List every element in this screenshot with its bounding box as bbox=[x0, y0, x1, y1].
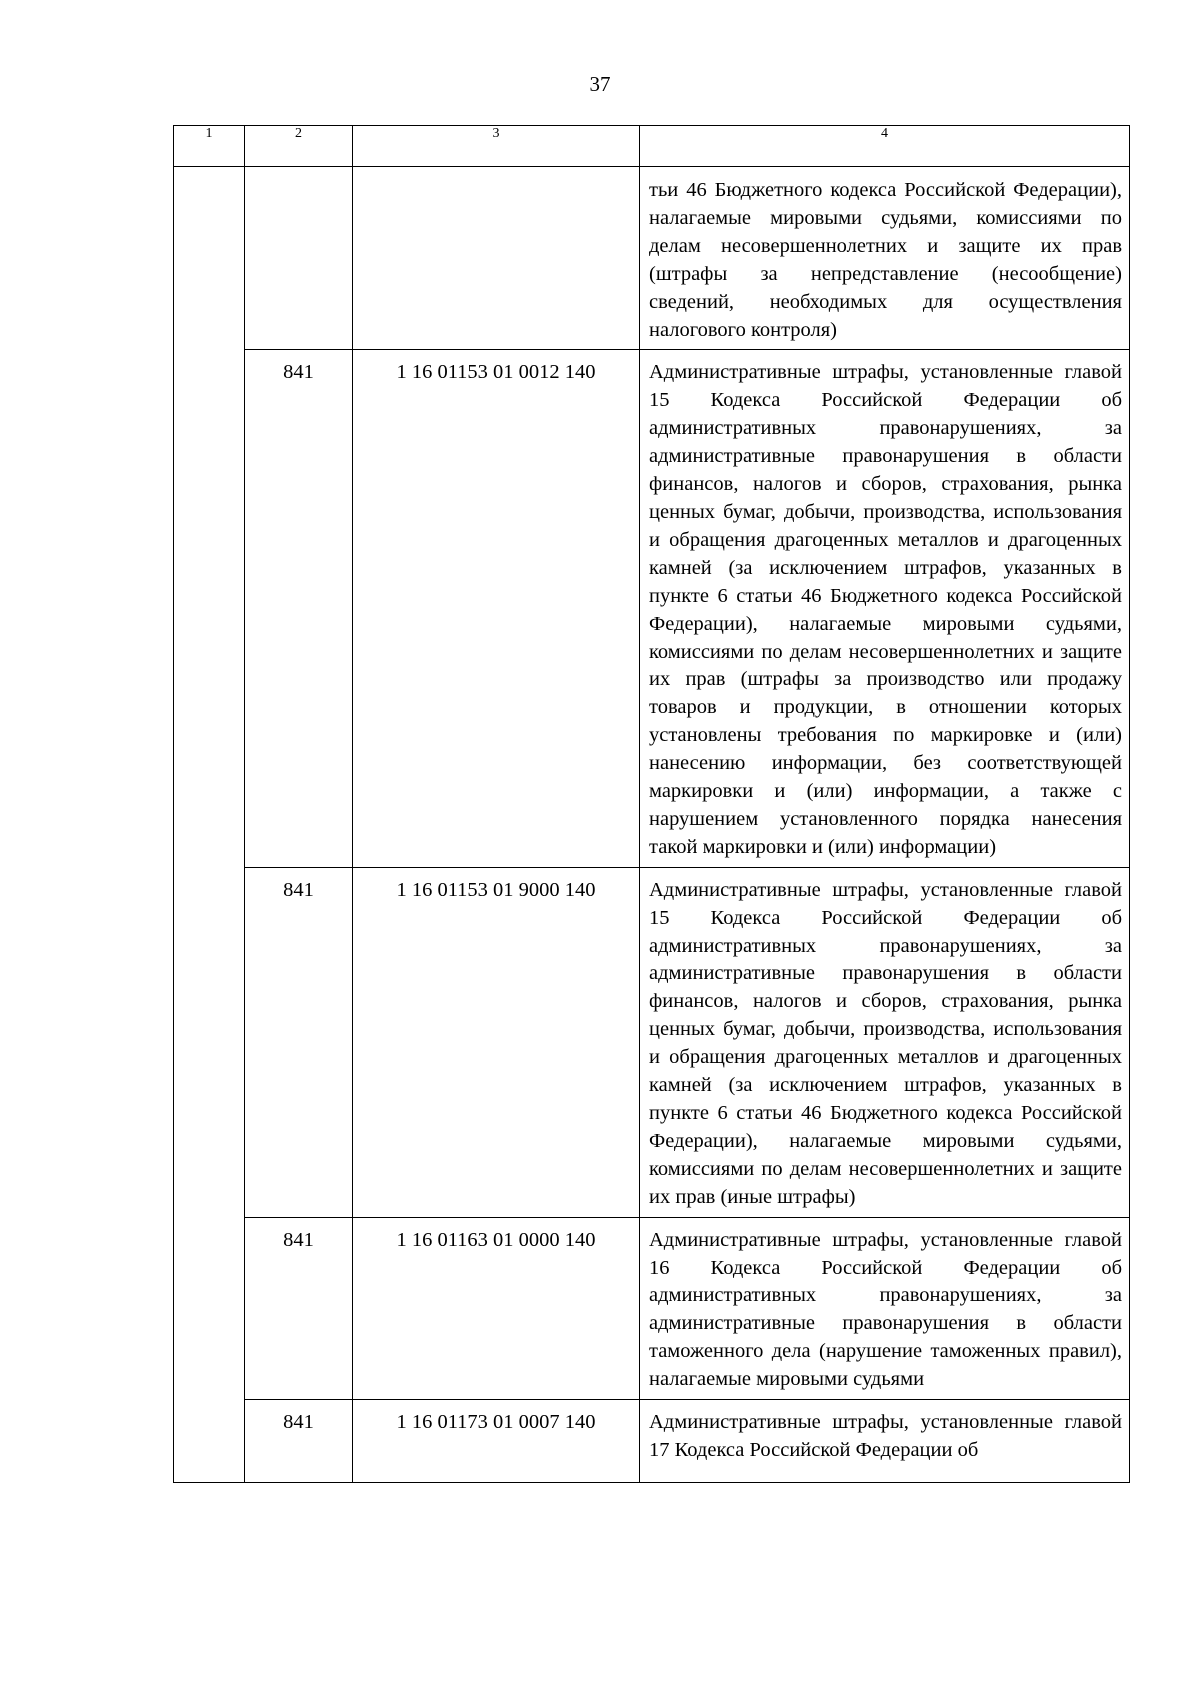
admin-code-cell: 841 bbox=[245, 1400, 353, 1483]
admin-code-cell bbox=[245, 167, 353, 350]
table-row bbox=[174, 1217, 1130, 1399]
revenue-code-cell: 1 16 01163 01 0000 140 bbox=[353, 1217, 640, 1399]
column-header-2: 2 bbox=[245, 126, 353, 167]
description-cell: Административные штрафы, установленные главой 15 Кодекса Российской Федерации об административных правонарушениях, за административные правонарушения в области финансов, налогов и сборов, страхования, рынка ценных бумаг, добычи, производства, использования и обращения драгоценных металлов и драгоценных камней (за исключением штрафов, указанных в пункте 6 статьи 46 Бюджетного кодекса Российской Федерации), налагаемые мировыми судьями, комиссиями по делам несовершеннолетних и защите их прав (штрафы за производство или продажу товаров и продукции, в отношении которых установлены требования по маркировке и (или) нанесению информации, без соответствующей маркировки и (или) информации, а также с нарушением установленного порядка нанесения такой маркировки и (или) информации) bbox=[640, 350, 1130, 867]
table-row bbox=[174, 867, 1130, 1217]
page-number: 37 bbox=[589, 72, 611, 96]
table-header-row bbox=[174, 126, 1130, 167]
table-row bbox=[174, 1400, 1130, 1483]
table-row bbox=[174, 350, 1130, 867]
table-row bbox=[174, 167, 1130, 350]
description-cell: Административные штрафы, установленные главой 16 Кодекса Российской Федерации об административных правонарушениях, за административные правонарушения в области таможенного дела (нарушение таможенных правил), налагаемые мировыми судьями bbox=[640, 1217, 1130, 1399]
column-header-3: 3 bbox=[353, 126, 640, 167]
revenue-code-cell: 1 16 01153 01 0012 140 bbox=[353, 350, 640, 867]
description-cell: тьи 46 Бюджетного кодекса Российской Федерации), налагаемые мировыми судьями, комиссиями по делам несовершеннолетних и защите их прав (штрафы за непредставление (несообщение) сведений, необходимых для осуществления налогового контроля) bbox=[640, 167, 1130, 350]
revenue-code-cell: 1 16 01153 01 9000 140 bbox=[353, 867, 640, 1217]
revenue-codes-table bbox=[173, 125, 1130, 1483]
column-header-1: 1 bbox=[174, 126, 245, 167]
description-cell: Административные штрафы, установленные главой 15 Кодекса Российской Федерации об административных правонарушениях, за административные правонарушения в области финансов, налогов и сборов, страхования, рынка ценных бумаг, добычи, производства, использования и обращения драгоценных металлов и драгоценных камней (за исключением штрафов, указанных в пункте 6 статьи 46 Бюджетного кодекса Российской Федерации), налагаемые мировыми судьями, комиссиями по делам несовершеннолетних и защите их прав (иные штрафы) bbox=[640, 867, 1130, 1217]
group-cell bbox=[174, 167, 245, 1483]
description-cell: Административные штрафы, установленные главой 17 Кодекса Российской Федерации об bbox=[640, 1400, 1130, 1483]
column-header-4: 4 bbox=[640, 126, 1130, 167]
admin-code-cell: 841 bbox=[245, 350, 353, 867]
revenue-code-cell bbox=[353, 167, 640, 350]
revenue-code-cell: 1 16 01173 01 0007 140 bbox=[353, 1400, 640, 1483]
admin-code-cell: 841 bbox=[245, 1217, 353, 1399]
admin-code-cell: 841 bbox=[245, 867, 353, 1217]
